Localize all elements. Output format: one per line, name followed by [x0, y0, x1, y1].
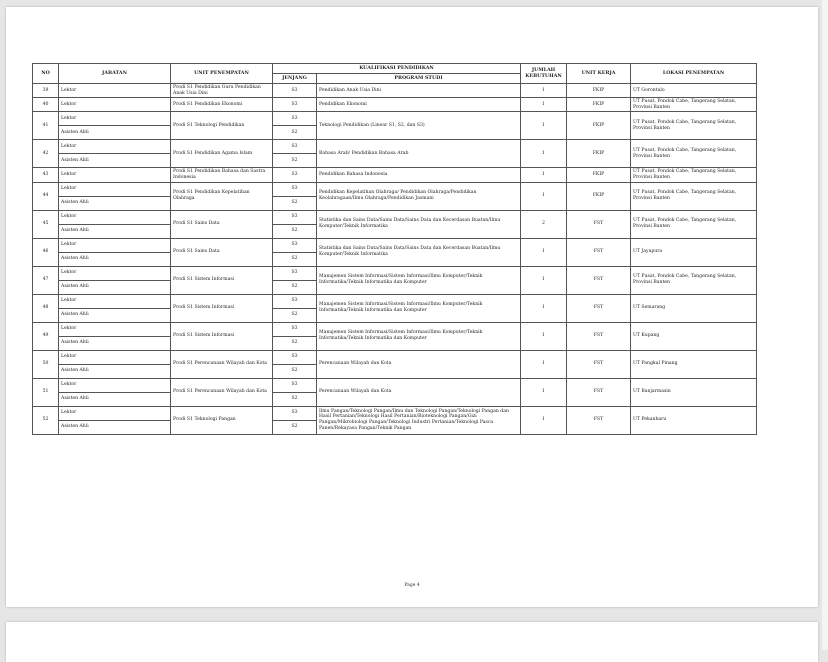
unit-penempatan-cell: Prodi S1 Sistem Informasi — [171, 322, 273, 350]
jenjang-cell: S3 — [273, 98, 317, 112]
program-studi-cell: Manajemen Sistem Informasi/Sistem Informasi/Ilmu Komputer/Teknik Informatika/Teknik Informatika dan Komputer — [317, 294, 521, 322]
unit-penempatan-cell: Prodi S1 Teknologi Pangan — [171, 406, 273, 434]
header-jenjang: JENJANG — [273, 74, 317, 84]
jabatan-cell: Lektor — [59, 238, 171, 252]
unit-kerja-cell: FKIP — [567, 98, 631, 112]
unit-kerja-cell: FKIP — [567, 84, 631, 98]
row-number: 39 — [33, 84, 59, 98]
row-number: 51 — [33, 378, 59, 406]
program-studi-cell: Teknologi Pendidikan (Linear S1, S2, dan S3) — [317, 112, 521, 140]
table-row — [33, 266, 757, 280]
unit-penempatan-cell: Prodi S1 Sistem Informasi — [171, 294, 273, 322]
program-studi-cell: Pendidikan Ekonomi — [317, 98, 521, 112]
table-row — [33, 238, 757, 252]
jumlah-cell: 1 — [521, 140, 567, 168]
table-row — [33, 406, 757, 420]
jenjang-cell: S3 — [273, 266, 317, 280]
jabatan-cell: Asisten Ahli — [59, 336, 171, 350]
jabatan-cell: Asisten Ahli — [59, 126, 171, 140]
jumlah-cell: 1 — [521, 182, 567, 210]
unit-penempatan-cell: Prodi S1 Sains Data — [171, 210, 273, 238]
jumlah-cell: 1 — [521, 266, 567, 294]
jabatan-cell: Asisten Ahli — [59, 154, 171, 168]
unit-kerja-cell: FKIP — [567, 140, 631, 168]
unit-kerja-cell: FST — [567, 322, 631, 350]
unit-penempatan-cell: Prodi S1 Perencanaan Wilayah dan Kota — [171, 350, 273, 378]
table-row — [33, 322, 757, 336]
table-row — [33, 112, 757, 126]
unit-kerja-cell: FST — [567, 210, 631, 238]
header-kualifikasi: KUALIFIKASI PENDIDIKAN — [273, 64, 521, 74]
row-number: 41 — [33, 112, 59, 140]
jenjang-cell: S2 — [273, 154, 317, 168]
table-row — [33, 294, 757, 308]
lokasi-cell: UT Banjarmasin — [631, 378, 757, 406]
row-number: 40 — [33, 98, 59, 112]
unit-penempatan-cell: Prodi S1 Pendidikan Kepelatihan Olahraga — [171, 182, 273, 210]
table-row — [33, 210, 757, 224]
row-number: 48 — [33, 294, 59, 322]
lokasi-cell: UT Kupang — [631, 322, 757, 350]
program-studi-cell: Statistika dan Sains Data/Sains Data/Sains Data dan Kecerdasan Buatan/Ilmu Komputer/Teknik Informatika — [317, 238, 521, 266]
jabatan-cell: Lektor — [59, 350, 171, 364]
jabatan-cell: Lektor — [59, 84, 171, 98]
unit-kerja-cell: FST — [567, 406, 631, 434]
jabatan-cell: Lektor — [59, 210, 171, 224]
table-row — [33, 168, 757, 182]
table-row — [33, 84, 757, 98]
jenjang-cell: S2 — [273, 196, 317, 210]
lokasi-cell: UT Pusat, Pondok Cabe, Tangerang Selatan, Provinsi Banten — [631, 98, 757, 112]
next-page — [6, 622, 818, 662]
jenjang-cell: S3 — [273, 294, 317, 308]
row-number: 47 — [33, 266, 59, 294]
jenjang-cell: S2 — [273, 280, 317, 294]
jabatan-cell: Lektor — [59, 406, 171, 420]
jumlah-cell: 1 — [521, 378, 567, 406]
unit-kerja-cell: FST — [567, 266, 631, 294]
jenjang-cell: S3 — [273, 378, 317, 392]
jabatan-cell: Asisten Ahli — [59, 308, 171, 322]
jabatan-cell: Lektor — [59, 182, 171, 196]
jenjang-cell: S3 — [273, 112, 317, 126]
unit-penempatan-cell: Prodi S1 Sistem Informasi — [171, 266, 273, 294]
jabatan-cell: Lektor — [59, 112, 171, 126]
row-number: 52 — [33, 406, 59, 434]
jenjang-cell: S2 — [273, 252, 317, 266]
lokasi-cell: UT Pekanbaru — [631, 406, 757, 434]
program-studi-cell: Perencanaan Wilayah dan Kota — [317, 378, 521, 406]
program-studi-cell: Pendidikan Anak Usia Dini — [317, 84, 521, 98]
row-number: 43 — [33, 168, 59, 182]
jabatan-cell: Lektor — [59, 294, 171, 308]
row-number: 45 — [33, 210, 59, 238]
lokasi-cell: UT Pusat, Pondok Cabe, Tangerang Selatan, Provinsi Banten — [631, 168, 757, 182]
header-lokasi: LOKASI PENEMPATAN — [631, 64, 757, 84]
jabatan-cell: Lektor — [59, 322, 171, 336]
unit-penempatan-cell: Prodi S1 Perencanaan Wilayah dan Kota — [171, 378, 273, 406]
unit-penempatan-cell: Prodi S1 Sains Data — [171, 238, 273, 266]
unit-kerja-cell: FST — [567, 238, 631, 266]
row-number: 44 — [33, 182, 59, 210]
unit-penempatan-cell: Prodi S1 Pendidikan Ekonomi — [171, 98, 273, 112]
jabatan-cell: Asisten Ahli — [59, 196, 171, 210]
jenjang-cell: S3 — [273, 168, 317, 182]
jenjang-cell: S2 — [273, 392, 317, 406]
program-studi-cell: Bahasa Arab/ Pendidikan Bahasa Arab — [317, 140, 521, 168]
lokasi-cell: UT Pusat, Pondok Cabe, Tangerang Selatan, Provinsi Banten — [631, 182, 757, 210]
recruitment-table — [32, 63, 757, 435]
jenjang-cell: S3 — [273, 406, 317, 420]
jabatan-cell: Lektor — [59, 98, 171, 112]
jabatan-cell: Asisten Ahli — [59, 224, 171, 238]
table-row — [33, 182, 757, 196]
table-row — [33, 378, 757, 392]
unit-kerja-cell: FKIP — [567, 182, 631, 210]
scrollbar-track[interactable] — [822, 0, 828, 650]
unit-penempatan-cell: Prodi S1 Teknologi Pendidikan — [171, 112, 273, 140]
jabatan-cell: Lektor — [59, 168, 171, 182]
program-studi-cell: Ilmu Pangan/Teknologi Pangan/Ilmu dan Teknologi Pangan/Teknologi Pangan dan Hasil Pertanian/Teknologi Hasil Pertanian/Bioteknologi Pangan/Gizi Pangan/Mikrobiologi Pangan/Teknologi Industri Pertanian/Teknologi Pasca Panen/Rekayasa Pangan/Teknik Pangan — [317, 406, 521, 434]
unit-penempatan-cell: Prodi S1 Pendidikan Guru Pendidikan Anak Usia Dini — [171, 84, 273, 98]
jabatan-cell: Lektor — [59, 266, 171, 280]
jumlah-cell: 2 — [521, 210, 567, 238]
unit-penempatan-cell: Prodi S1 Pendidikan Bahasa dan Sastra Indonesia — [171, 168, 273, 182]
header-unit-kerja: UNIT KERJA — [567, 64, 631, 84]
row-number: 42 — [33, 140, 59, 168]
table-row — [33, 140, 757, 154]
jenjang-cell: S3 — [273, 322, 317, 336]
lokasi-cell: UT Pusat, Pondok Cabe, Tangerang Selatan, Provinsi Banten — [631, 140, 757, 168]
lokasi-cell: UT Gorontalo — [631, 84, 757, 98]
table-row — [33, 98, 757, 112]
jenjang-cell: S2 — [273, 126, 317, 140]
jumlah-cell: 1 — [521, 350, 567, 378]
lokasi-cell: UT Pusat, Pondok Cabe, Tangerang Selatan, Provinsi Banten — [631, 112, 757, 140]
jenjang-cell: S3 — [273, 238, 317, 252]
jabatan-cell: Lektor — [59, 378, 171, 392]
lokasi-cell: UT Jayapura — [631, 238, 757, 266]
jenjang-cell: S2 — [273, 336, 317, 350]
table-row — [33, 350, 757, 364]
jumlah-cell: 1 — [521, 322, 567, 350]
lokasi-cell: UT Pusat, Pondok Cabe, Tangerang Selatan, Provinsi Banten — [631, 210, 757, 238]
jenjang-cell: S2 — [273, 224, 317, 238]
row-number: 46 — [33, 238, 59, 266]
jumlah-cell: 1 — [521, 168, 567, 182]
program-studi-cell: Pendidikan Kepelatihan Olahraga/ Pendidikan Olahraga/Pendidikan Keolahragaan/Ilmu Olahraga/Pendidikan Jasmani — [317, 182, 521, 210]
unit-kerja-cell: FST — [567, 350, 631, 378]
jenjang-cell: S2 — [273, 308, 317, 322]
jenjang-cell: S3 — [273, 182, 317, 196]
unit-kerja-cell: FST — [567, 294, 631, 322]
jabatan-cell: Asisten Ahli — [59, 280, 171, 294]
program-studi-cell: Manajemen Sistem Informasi/Sistem Informasi/Ilmu Komputer/Teknik Informatika/Teknik Informatika dan Komputer — [317, 266, 521, 294]
lokasi-cell: UT Pusat, Pondok Cabe, Tangerang Selatan, Provinsi Banten — [631, 266, 757, 294]
page-number: Page 4 — [404, 583, 420, 588]
jenjang-cell: S3 — [273, 210, 317, 224]
jenjang-cell: S2 — [273, 420, 317, 434]
lokasi-cell: UT Pangkal Pinang — [631, 350, 757, 378]
jenjang-cell: S3 — [273, 350, 317, 364]
jumlah-cell: 1 — [521, 294, 567, 322]
jabatan-cell: Asisten Ahli — [59, 392, 171, 406]
jabatan-cell: Asisten Ahli — [59, 252, 171, 266]
jumlah-cell: 1 — [521, 98, 567, 112]
jumlah-cell: 1 — [521, 84, 567, 98]
program-studi-cell: Pendidikan Bahasa Indonesia — [317, 168, 521, 182]
header-unit-penempatan: UNIT PENEMPATAN — [171, 64, 273, 84]
document-page — [6, 7, 818, 607]
jenjang-cell: S3 — [273, 84, 317, 98]
jabatan-cell: Lektor — [59, 140, 171, 154]
unit-kerja-cell: FKIP — [567, 112, 631, 140]
jumlah-cell: 1 — [521, 112, 567, 140]
jenjang-cell: S3 — [273, 140, 317, 154]
jenjang-cell: S2 — [273, 364, 317, 378]
unit-penempatan-cell: Prodi S1 Pendidikan Agama Islam — [171, 140, 273, 168]
jumlah-cell: 1 — [521, 406, 567, 434]
program-studi-cell: Manajemen Sistem Informasi/Sistem Informasi/Ilmu Komputer/Teknik Informatika/Teknik Informatika dan Komputer — [317, 322, 521, 350]
row-number: 49 — [33, 322, 59, 350]
header-no: NO — [33, 64, 59, 84]
jabatan-cell: Asisten Ahli — [59, 420, 171, 434]
unit-kerja-cell: FKIP — [567, 168, 631, 182]
lokasi-cell: UT Semarang — [631, 294, 757, 322]
header-program-studi: PROGRAM STUDI — [317, 74, 521, 84]
unit-kerja-cell: FST — [567, 378, 631, 406]
program-studi-cell: Perencanaan Wilayah dan Kota — [317, 350, 521, 378]
jabatan-cell: Asisten Ahli — [59, 364, 171, 378]
jumlah-cell: 1 — [521, 238, 567, 266]
header-jabatan: JABATAN — [59, 64, 171, 84]
header-jumlah-kebutuhan: JUMLAH KEBUTUHAN — [521, 64, 567, 84]
program-studi-cell: Statistika dan Sains Data/Sains Data/Sains Data dan Kecerdasan Buatan/Ilmu Komputer/Teknik Informatika — [317, 210, 521, 238]
row-number: 50 — [33, 350, 59, 378]
